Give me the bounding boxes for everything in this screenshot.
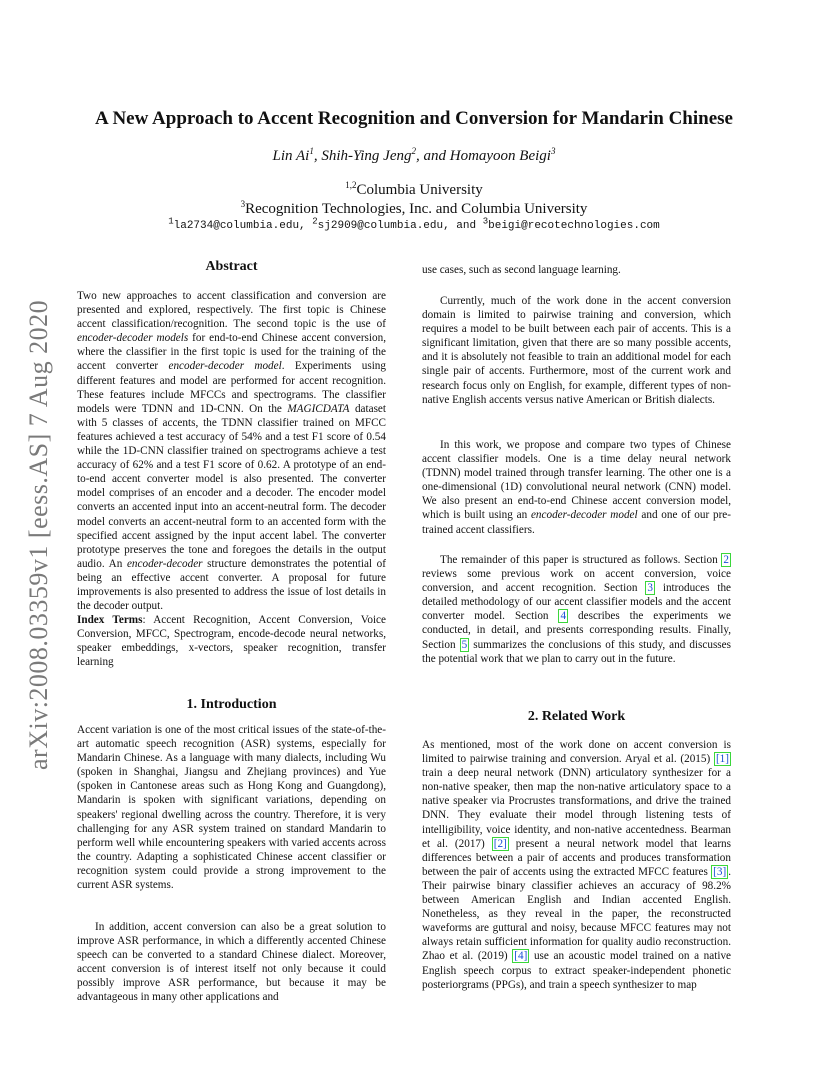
intro-paragraph: Accent variation is one of the most critical issues of the state-of-the-art automatic speech recognition (ASR) systems, especially for Mandarin Chinese. As a language with many dialects, including Wu (spoken in Shanghai, Jiangsu and Zhejiang provinces) and Yue (spoken in Cantonese areas such as Hong Kong and Guangdong), Mandarin is spoken with significant variations, depending on speakers' regional dwelling across the country. Therefore, it is very challenging for any ASR system trained on standard Mandarin to perform well while encountering speakers with varied accents across the country. Adapting a sophisticated Chinese accent classifier or recognition system could provide a strong improvement to the current ASR systems. [77,724,386,892]
related-work-heading: 2. Related Work [527,709,626,724]
section-ref-link[interactable]: 2 [723,554,729,566]
body-paragraph: In this work, we propose and compare two types of Chinese accent classifier models. One is a time delay neural network (TDNN) model trained through transfer learning. The other one is a one-dimensional (1D) convolutional neural network (CNN) model. We also present an end-to-end Chinese accent conversion model, which is built using an encoder-decoder model and one of our pre-trained accent classifiers. [422,439,731,536]
section-ref-link[interactable]: 5 [461,638,468,651]
section-ref-link[interactable]: 3 [647,582,653,595]
author-list: Lin Ai$^1$, Shih-Ying Jeng$^2$, and Homayoon Beigi$^3$ [272,146,556,164]
author-emails: $^1$la2734@columbia.edu, $^2$sj2909@columbia.edu, and $^3$beigi@recotechnologies.com [168,216,660,232]
author-name: Lin Ai [272,148,310,164]
abstract-text: Two new approaches to accent classification and conversion are presented and explored, respectively. The first topic is Chinese accent classification/recognition. The second topic is the use of encoder-decoder models for end-to-end Chinese accent conversion, where the classifier in the first topic is used for the training of the accent converter encoder-decoder model. Experiments using different features and model are performed for accent recognition. These features include MFCCs and spectrograms. The classifier models were TDNN and 1D-CNN. On the MAGICDATA dataset with 5 classes of accents, the TDNN classifier trained on MFCC features achieved a test accuracy of 54% and a test F1 score of 0.54 while the 1D-CNN classifier trained on spectrograms achieve a test accuracy of 62% and a test F1 score of 0.62. A prototype of an end-to-end accent converter model is also presented. The converter model comprises of an encoder and a decoder. The encoder model converts an accented input into an accent-neutral form. The decoder model converts an accent-neutral form to an accented form with the specified accent assigned by the input accent label. The converter prototype preserves the tone and foregoes the details in the output audio. An encoder-decoder structure demonstrates the potential of being an effective accent converter. A proposal for future improvements is also presented to address the issue of lost details in the decoder output. Index Terms: Accent Recognition, Accent Conversion, Voice Conversion, MFCC, Spectrogram, encode-decode neural networks, speaker embeddings, x-vectors, speaker recognition, transfer learning [77,290,387,669]
arxiv-id-text: arXiv:2008.03359v1 [eess.AS] 7 Aug 2020 [24,299,53,770]
arxiv-stamp [18,290,58,770]
body-paragraph: Currently, much of the work done in the accent conversion domain is limited to pairwise training and conversion, which requires a model to be built between each pair of accents. This is a significant limitation, given that there are so many possible accents, and it is absolutely not feasible to train an additional model for each single pair of accents. Furthermore, most of the current work and research focus only on English, for example, different types of non-native English accents versus native American or British dialects. [422,295,731,406]
section-ref-link[interactable]: 4 [560,610,567,623]
email-link[interactable]: la2734@columbia.edu, [173,220,306,232]
author-name: and Homayoon Beigi [423,148,551,164]
intro-paragraph: In addition, accent conversion can also be a great solution to improve ASR performance, in which a differently accented Chinese speech can be converted to a standard Chinese dialect. Moreover, accent conversion is of interest itself not only because it could possibly improve ASR performance, but because it may be advantageous in many other applications and [77,921,386,1004]
introduction-heading: 1. Introduction [186,697,277,712]
paper-title: A New Approach to Accent Recognition and Conversion for Mandarin Chinese [95,108,733,129]
affiliation: $^3$Recognition Technologies, Inc. and Columbia University [240,199,588,217]
citation-link[interactable]: [4] [514,950,528,963]
citation-link[interactable]: [1] [715,753,729,766]
email-link[interactable]: beigi@recotechnologies.com [488,220,660,232]
related-work-paragraph: As mentioned, most of the work done on accent conversion is limited to pairwise training and conversion. Aryal et al. (2015) [1] train a deep neural network (DNN) articulatory synthesizer for a non-native speaker, then map the non-native articulatory space to a native speaker via Procrustes transformations, and drive the trained DNN. They evaluate their model through listening tests of intelligibility, voice identity, and non-native accentedness. Bearman et al. (2017) [2] present a neural network model that learns differences between a pair of accents and produces transformation between the pair of accents using the extracted MFCC features [3] . Their pairwise binary classifier achieves an accuracy of 98.2% between American English and Indian accented English. Nonetheless, as they reveal in the paper, the reconstructed waveforms are guttural and noisy, because MFCC features may not always retain sufficient information for quality audio reconstruction. Zhao et al. (2019) [4] use an acoustic model trained on a native English speech corpus to extract speaker-independent phonetic posteriorgrams (PPGs), and train a speech synthesizer to map [422,739,731,991]
citation-link[interactable]: [3] [713,865,727,878]
affiliation: $^{1,2}$Columbia University [345,180,483,198]
abstract-heading: Abstract [205,259,258,274]
body-paragraph: The remainder of this paper is structured as follows. Section 2 reviews some previous work on accent conversion, voice conversion, and accent recognition. Section 3 introduces the detailed methodology of our accent classifier models and the accent converter model. Section 4 describes the experiments we conducted, in detail, and presents corresponding results. Finally, Section 5 summarizes the conclusions of this study, and discusses the potential work that we plan to carry out in the future. [422,554,731,665]
citation-link[interactable]: [2] [493,837,507,850]
author-name: Shih-Ying Jeng [321,148,412,164]
index-terms-label: Index Terms [77,614,143,627]
email-link[interactable]: sj2909@columbia.edu, and [317,220,477,232]
index-terms: : Accent Recognition, Accent Conversion, Voice Conversion, MFCC, Spectrogram, encode-decode neural networks, speaker embeddings, x-vectors, speaker recognition, transfer learning [77,614,386,669]
body-paragraph: use cases, such as second language learning. [422,264,621,276]
